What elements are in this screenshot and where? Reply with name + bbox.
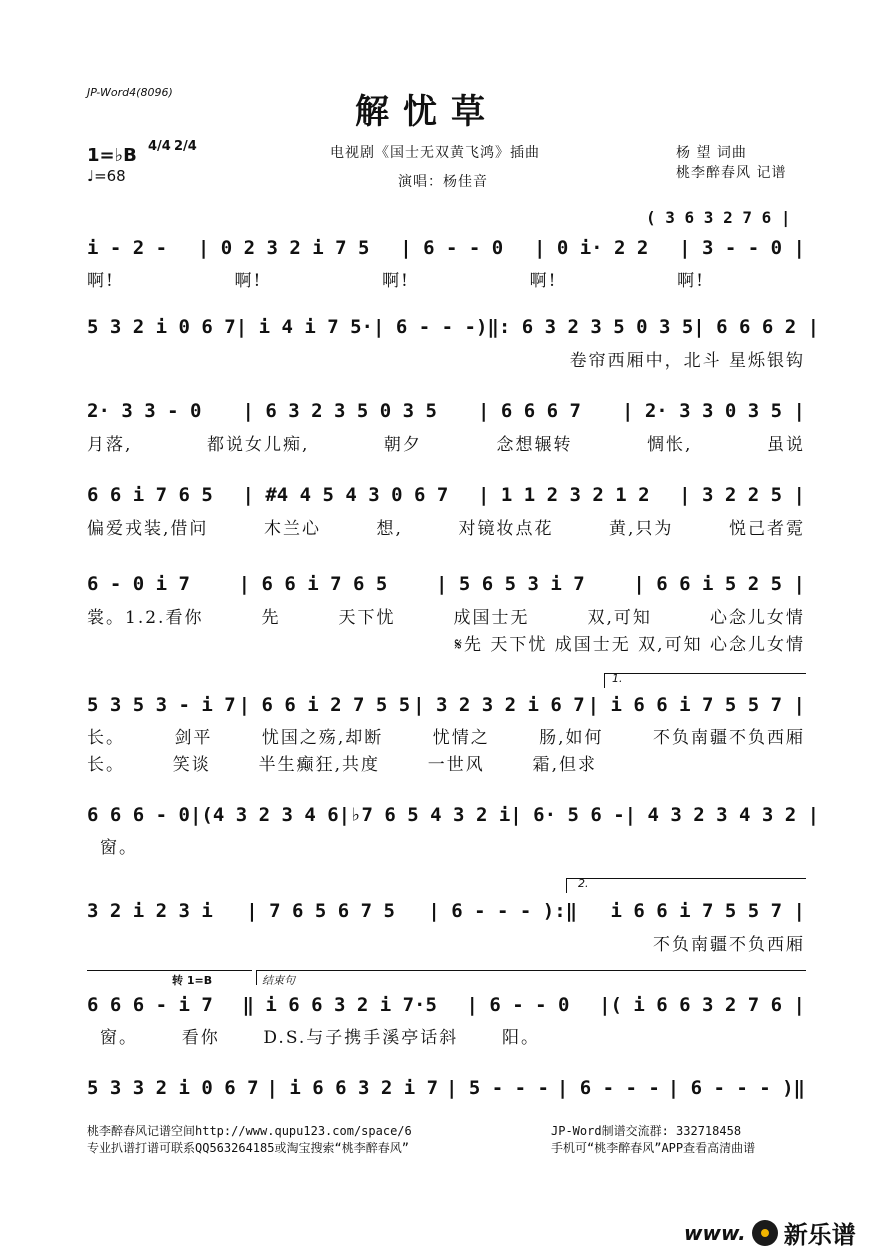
lyrics-line-5a [87, 603, 805, 628]
lyric: 都说女儿痴, [206, 435, 310, 455]
lyric: 惆怅, [647, 435, 693, 455]
lyric: 虽说 [766, 435, 805, 455]
score-system-2 [87, 316, 820, 338]
lyric: 木兰心 [263, 519, 321, 539]
time-signature-2 [174, 140, 197, 153]
measure: | 1 1 2 3 2 1 2 [477, 484, 650, 506]
footer-right-2: 手机可“桃李醉春风”APP查看高清曲谱 [551, 1141, 756, 1155]
measure: | 6 6 i 5 2 5 | [633, 573, 805, 595]
lyrics-line-6a [87, 723, 805, 748]
measure: i - 2 - [87, 237, 168, 259]
measure: | 3 2 3 2 i 6 7 [413, 694, 585, 716]
lyric: 天下忧 [338, 608, 396, 628]
measure: | 6 - - - [556, 1077, 660, 1099]
score-system-6 [87, 694, 805, 716]
lyrics-line-2: 卷帘西厢中，北斗 星烁银钩 [569, 351, 805, 371]
lyric: 啊! [677, 271, 705, 291]
measure: | 6 6 i 2 7 5 5 [238, 694, 411, 716]
measure: | 6 3 2 3 5 0 3 5 [242, 400, 437, 422]
ending-label: 结束句 [262, 974, 295, 987]
measure: | i 6 6 i 7 5 5 7 | [587, 694, 805, 716]
measure: | 6 - - -) [373, 316, 488, 338]
measure: | 4 3 2 3 4 3 2 | [624, 804, 820, 826]
lyric: 朝夕 [383, 435, 422, 455]
footer-left-1: 桃李醉春风记谱空间http://www.qupu123.com/space/6 [87, 1124, 412, 1138]
measure: i 6 6 i 7 5 5 7 | [610, 900, 805, 922]
measure: | 3 - - 0 | [679, 237, 805, 259]
lyric: 啊! [87, 271, 115, 291]
measure: | i 6 6 3 2 i 7 [266, 1077, 439, 1099]
time-signature-1 [148, 140, 171, 153]
ending-bracket [256, 970, 806, 985]
measure: | 5 - - - [446, 1077, 549, 1099]
key-change-label: 转 1=B [172, 974, 213, 987]
measure: 6 - 0 i 7 [87, 573, 190, 595]
score-system-10 [87, 1077, 805, 1099]
lyric: 长。 [87, 728, 125, 748]
lyric: 忧情之 [432, 728, 490, 748]
measure: 6 6 i 7 6 5 [87, 484, 213, 506]
measure: |♭7 6 5 4 3 2 i [338, 804, 511, 826]
time-sig-2-text: 2/4 [174, 139, 197, 154]
measure: | 5 6 5 3 i 7 [436, 573, 585, 595]
lyric: 偏爱戎装,借问 [87, 519, 209, 539]
lyric: 啊! [234, 271, 263, 291]
lyrics-line-6b [87, 750, 597, 775]
time-sig-1-text: 4/4 [148, 139, 171, 154]
lyric: 裳。1.2.看你 [87, 608, 204, 628]
score-system-9 [87, 994, 805, 1016]
intro-prefix: ( 3 6 3 2 7 6 | [646, 208, 791, 227]
lyric: 忧国之殇,却断 [261, 728, 384, 748]
lyric: 窗。 [100, 1028, 138, 1048]
score-system-1 [87, 237, 805, 259]
measure: 5 3 5 3 - i 7 [87, 694, 236, 716]
measure: | 0 2 3 2 i 7 5 [197, 237, 370, 259]
lyricist-credit: 杨 望 词曲 [676, 145, 747, 161]
lyric: 对镜妆点花 [458, 519, 554, 539]
singer-credit: 演唱：杨佳音 [398, 174, 488, 190]
lyrics-line-7: 窗。 [100, 838, 138, 858]
lyric: 双,可知 [587, 608, 652, 628]
volta-bracket-1 [604, 673, 806, 688]
lyric: 肠,如何 [539, 728, 604, 748]
lyric: 月落, [87, 435, 133, 455]
volta-2-label: 2. [578, 877, 589, 890]
measure: | 3 2 2 5 | [679, 484, 805, 506]
footer-left-2: 专业扒谱打谱可联系QQ563264185或淘宝搜索“桃李醉春风” [87, 1141, 409, 1155]
measure: |( i 6 6 3 2 7 6 | [599, 994, 805, 1016]
lyric: 先 [261, 608, 281, 628]
lyric: 一世风 [427, 755, 485, 775]
measure: 6 6 6 - 0 [87, 804, 190, 826]
lyric: D.S.与子携手溪亭话斜 [263, 1028, 459, 1048]
measure: | 6 6 i 7 6 5 [238, 573, 388, 595]
measure: | i 4 i 7 5· [235, 316, 373, 338]
footer-right-1: JP-Word制谱交流群: 332718458 [551, 1124, 742, 1138]
lyric: 成国士无 [453, 608, 530, 628]
measure: | 6 - - 0 [400, 237, 504, 259]
measure: 3 2 i 2 3 i [87, 900, 213, 922]
lyric: 笑谈 [172, 755, 211, 775]
measure: | 6 6 6 7 [477, 400, 581, 422]
lyric: 半生癫狂,共度 [258, 755, 380, 775]
lyrics-line-9 [100, 1023, 540, 1048]
volta-bracket-2 [566, 878, 806, 893]
measure: | 6 6 6 2 | [693, 316, 820, 338]
measure: ‖: 6 3 2 3 5 0 3 5 [487, 316, 694, 338]
lyric: 啊! [529, 271, 558, 291]
song-title: 解忧草 [355, 92, 499, 132]
measure: 5 3 2 i 0 6 7 [87, 316, 236, 338]
measure: | 6 - - - )‖ [667, 1077, 805, 1099]
lyric: 看你 [181, 1028, 220, 1048]
score-system-7 [87, 804, 820, 826]
key-change-line [87, 970, 252, 985]
lyric: 悦己者霓 [728, 519, 805, 539]
measure: | 6· 5 6 - [510, 804, 625, 826]
measure: |(4 3 2 3 4 6 [189, 804, 339, 826]
lyrics-line-4 [87, 514, 805, 539]
lyric: 啊! [382, 271, 410, 291]
score-system-4 [87, 484, 805, 506]
lyric: 阳。 [501, 1028, 540, 1048]
lyric: 想, [376, 519, 403, 539]
lyric: 不负南疆不负西厢 [653, 728, 805, 748]
lyric: 心念儿女情 [709, 608, 805, 628]
record-disc-icon [752, 1220, 778, 1246]
lyric: 霜,但求 [532, 755, 597, 775]
lyrics-line-8: 不负南疆不负西厢 [653, 935, 805, 955]
lyric: 剑平 [174, 728, 213, 748]
score-system-5 [87, 573, 805, 595]
measure: | 6 - - 0 [466, 994, 570, 1016]
lyrics-line-1 [87, 266, 805, 291]
measure: | 2· 3 3 0 3 5 | [621, 400, 805, 422]
site-watermark [684, 1215, 856, 1250]
measure: 2· 3 3 - 0 [87, 400, 202, 422]
measure: 6 6 6 - i 7 [87, 994, 213, 1016]
measure: 5 3 3 2 i 0 6 7 [87, 1077, 259, 1099]
measure: | 6 - - - ):‖ [428, 900, 578, 922]
tempo-mark: ♩=68 [87, 167, 126, 185]
software-tag: JP-Word4(8096) [87, 86, 173, 99]
song-subtitle: 电视剧《国士无双黄飞鸿》插曲 [330, 145, 540, 161]
transcriber-credit: 桃李醉春风 记谱 [676, 165, 787, 181]
score-system-3 [87, 400, 805, 422]
score-system-8 [87, 900, 805, 922]
lyrics-line-5b: 𝄋先 天下忧 成国士无 双,可知 心念儿女情 [454, 635, 805, 655]
measure: | 0 i· 2 2 [533, 237, 649, 259]
measure: ‖ i 6 6 3 2 i 7·5 [242, 994, 437, 1016]
lyric: 黄,只为 [609, 519, 674, 539]
watermark-www: www. [684, 1220, 746, 1245]
measure: | #4 4 5 4 3 0 6 7 [242, 484, 449, 506]
measure: | 7 6 5 6 7 5 [246, 900, 395, 922]
watermark-name: 新乐谱 [783, 1221, 856, 1249]
lyrics-line-3 [87, 430, 805, 455]
volta-1-label: 1. [612, 672, 623, 685]
lyric: 念想辗转 [496, 435, 573, 455]
lyric: 长。 [87, 755, 125, 775]
key-signature: 1=♭B [87, 145, 137, 166]
